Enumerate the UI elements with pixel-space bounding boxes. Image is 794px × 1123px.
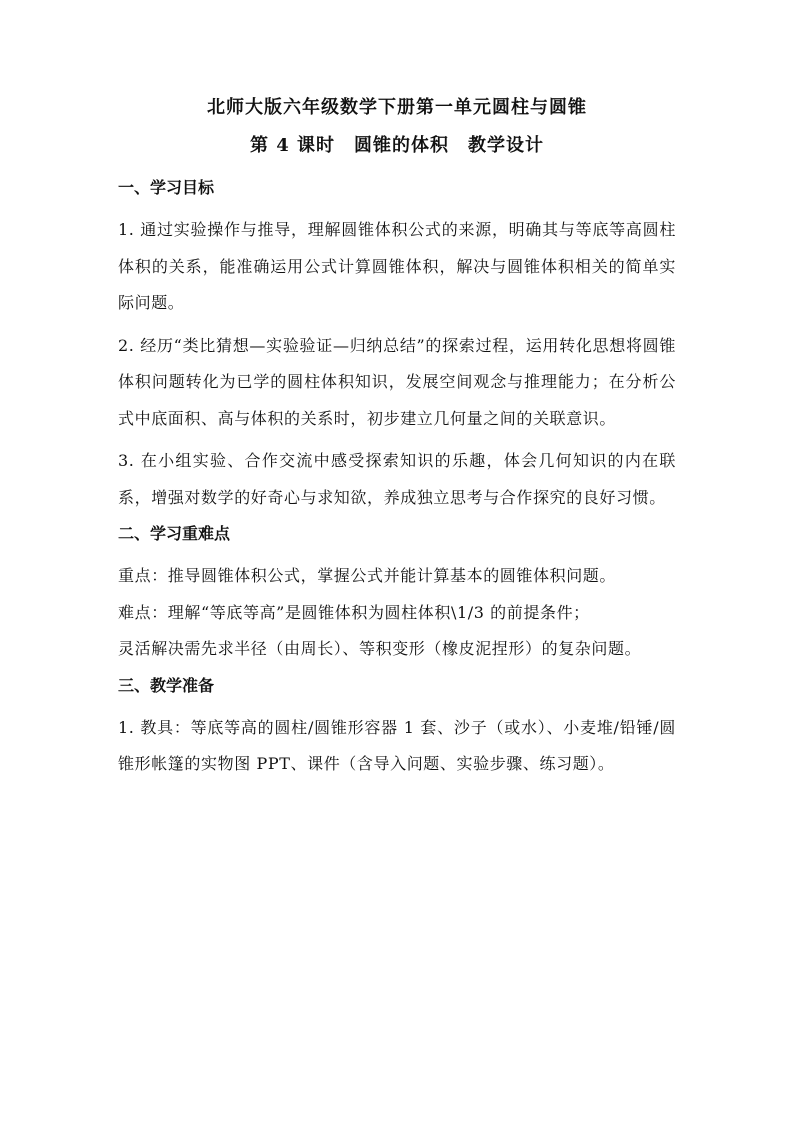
- section-heading-key-points: 二、学习重难点: [118, 524, 231, 543]
- objective-paragraph-1: 1. 通过实验操作与推导，理解圆锥体积公式的来源，明确其与等底等高圆柱体积的关系，能准确运用公式计算圆锥体积，解决与圆锥体积相关的简单实际问题。: [118, 220, 676, 312]
- document-subtitle: 第 4 课时 圆锥的体积 教学设计: [249, 135, 545, 156]
- difficulty-line-2: 灵活解决需先求半径（由周长）、等积变形（橡皮泥捏形）的复杂问题。: [118, 639, 642, 658]
- document-title: 北师大版六年级数学下册第一单元圆柱与圆锥: [207, 97, 587, 118]
- section-heading-preparation: 三、教学准备: [118, 675, 215, 695]
- preparation-paragraph-1: 1. 教具：等底等高的圆柱/圆锥形容器 1 套、沙子（或水）、小麦堆/铅锤/圆锥形帐篷的实物图 PPT、课件（含导入问题、实验步骤、练习题）。: [118, 717, 676, 773]
- key-point-line: 重点：推导圆锥体积公式，掌握公式并能计算基本的圆锥体积问题。: [118, 566, 617, 585]
- section-heading-objectives: 一、学习目标: [118, 178, 215, 197]
- objective-paragraph-2: 2. 经历“类比猜想—实验验证—归纳总结”的探索过程，运用转化思想将圆锥体积问题转化为已学的圆柱体积知识，发展空间观念与推理能力；在分析公式中底面积、高与体积的关系时，初步建立几何量之间的关联意识。: [118, 335, 676, 428]
- objective-paragraph-3: 3. 在小组实验、合作交流中感受探索知识的乐趣，体会几何知识的内在联系，增强对数学的好奇心与求知欲，养成独立思考与合作探究的良好习惯。: [118, 451, 676, 507]
- difficulty-line-1: 难点：理解“等底等高”是圆锥体积为圆柱体积\1/3 的前提条件；: [118, 602, 590, 622]
